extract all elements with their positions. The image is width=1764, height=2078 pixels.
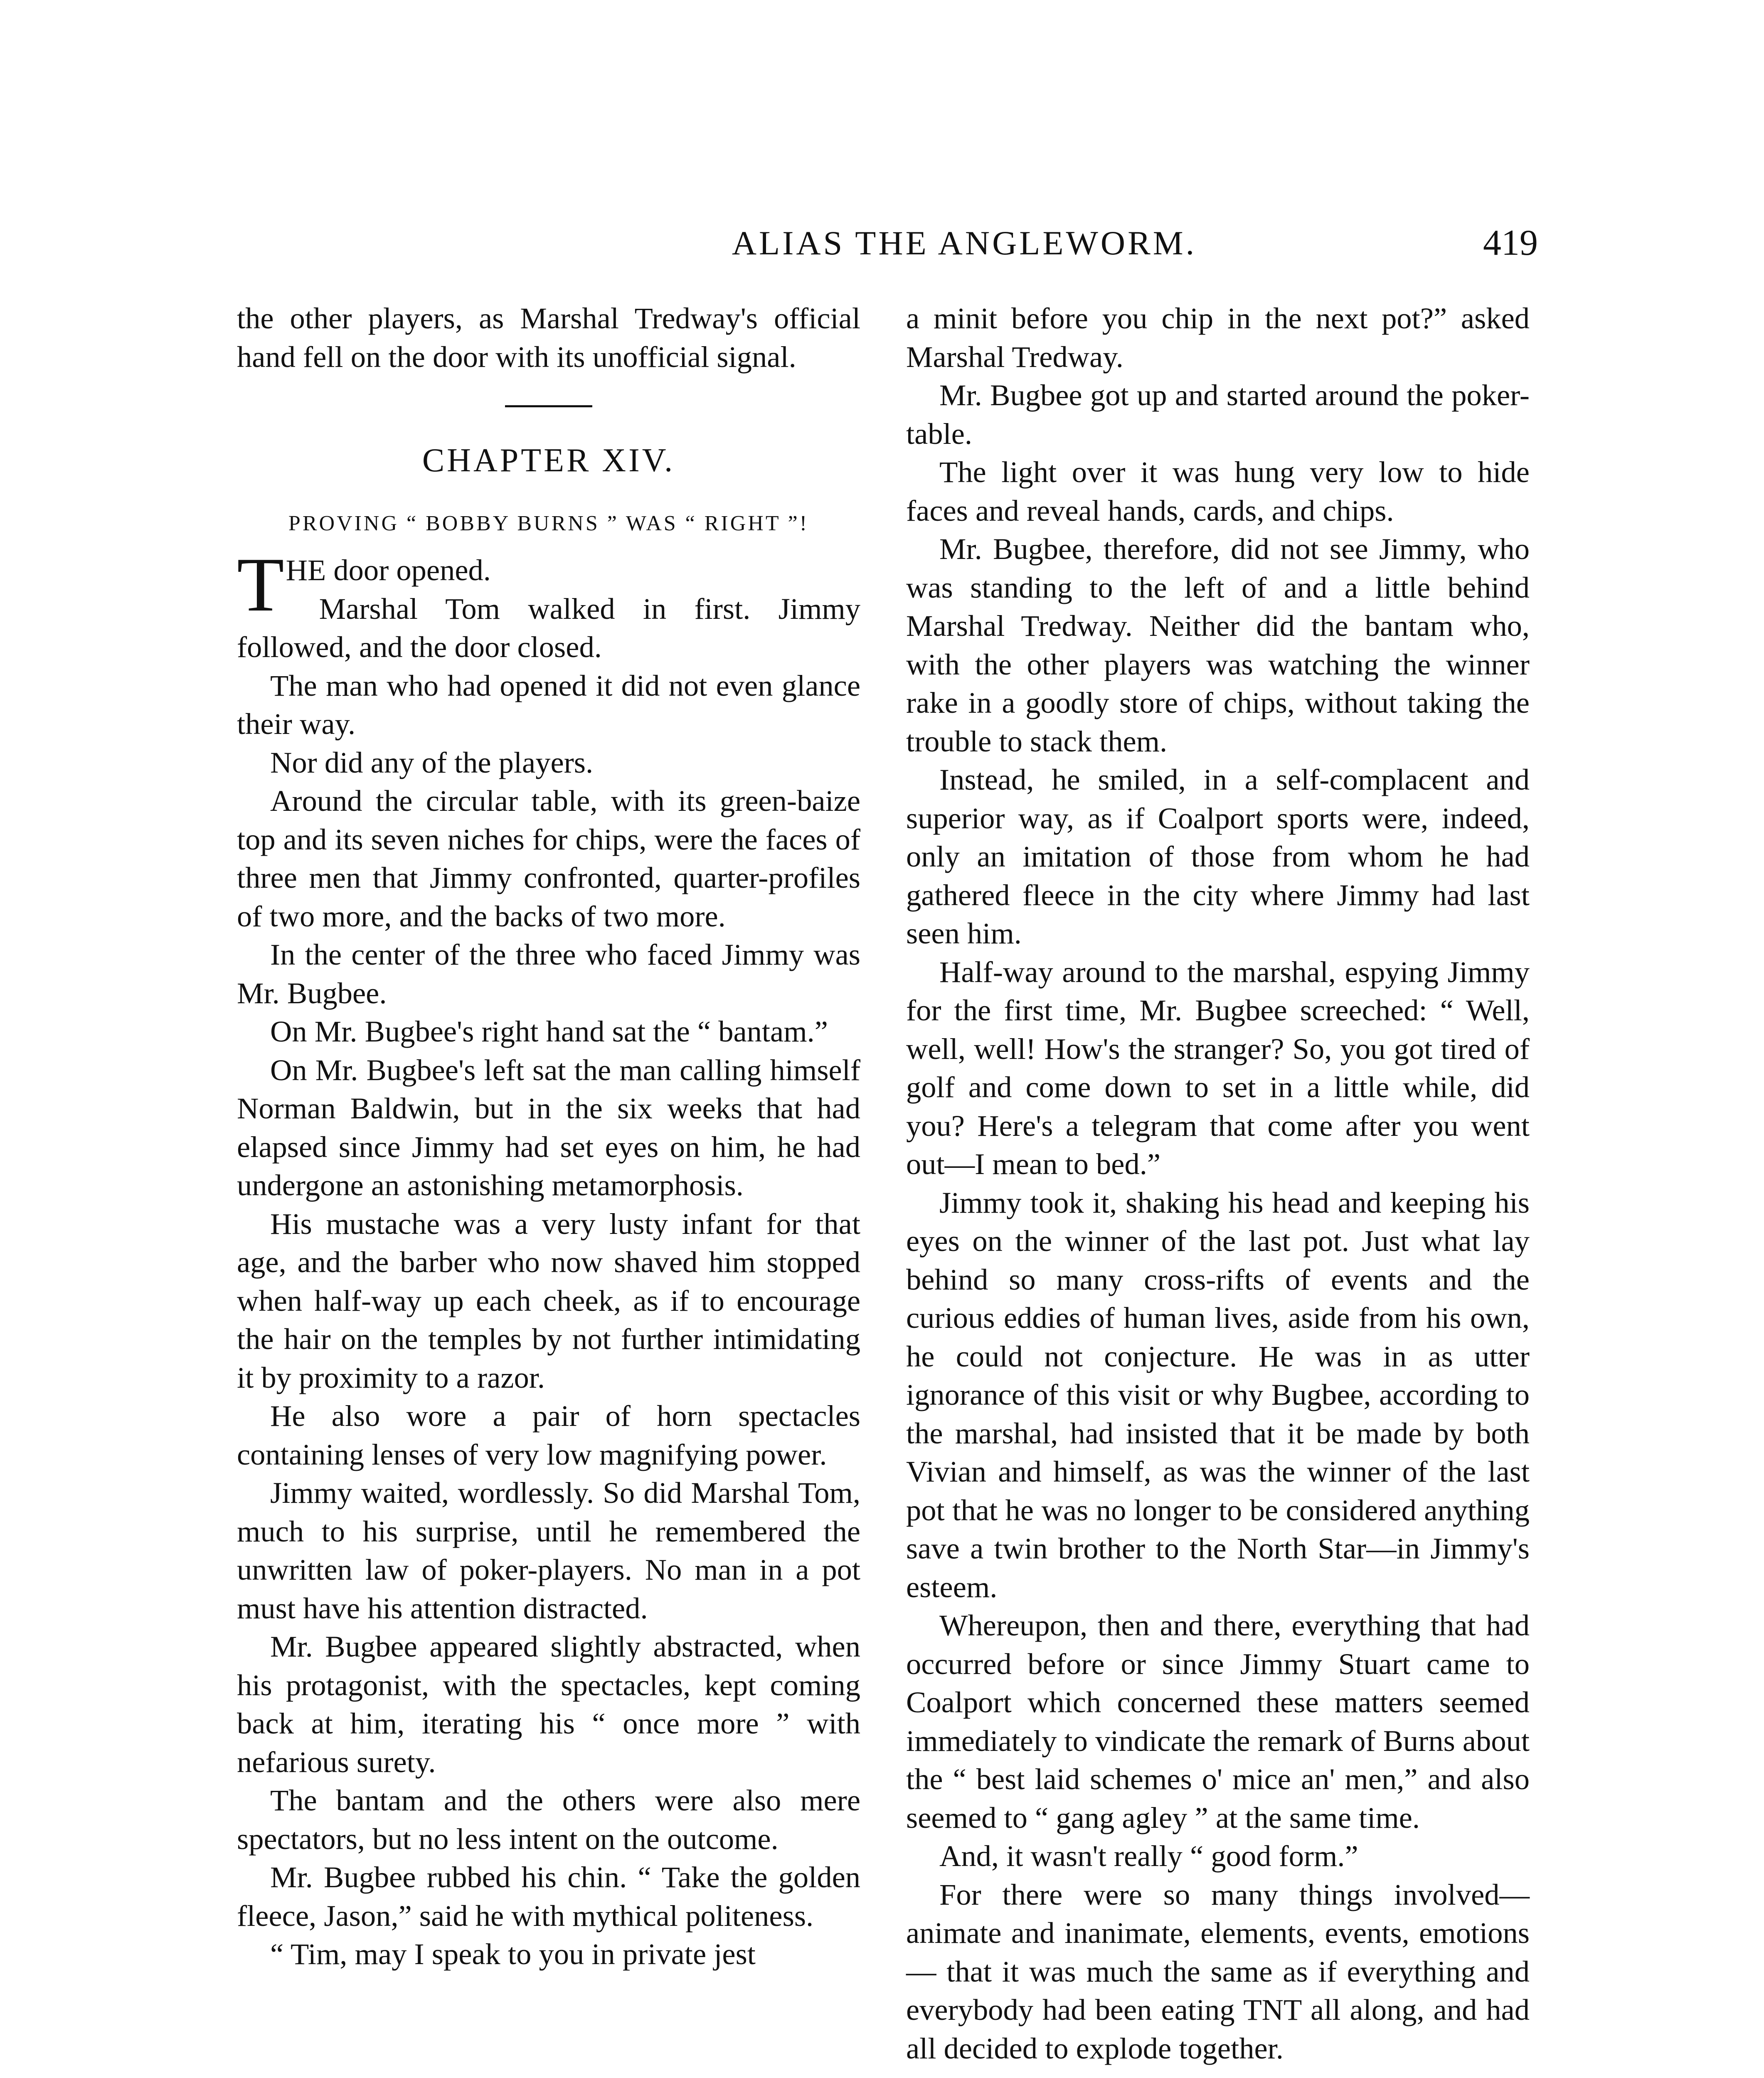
- paragraph: Instead, he smiled, in a self-complacent and superior way, as if Coalport sports were, indeed, only an imitation of those from whom he had gathered fleece in the city where Jimmy had last seen him.: [906, 763, 1530, 950]
- paragraph: “ Tim, may I speak to you in private jest: [270, 1937, 756, 1971]
- paragraph: On Mr. Bugbee's left sat the man calling himself Norman Baldwin, but in the six weeks that had elapsed since Jimmy had set eyes on him, he had undergone an astonishing metamorphosis.: [237, 1053, 860, 1202]
- paragraph: For there were so many things involved—animate and inanimate, elements, events, emotions — that it was much the same as if everything and everybody had been eating TNT all along, and had all decided to explode together.: [906, 1877, 1530, 2065]
- paragraph: Mr. Bugbee, therefore, did not see Jimmy, who was standing to the left of and a little behind Marshal Tredway. Neither did the bantam who, with the other players was watching the winner rake in a goodly store of chips, without taking the trouble to stack them.: [906, 532, 1530, 758]
- right-column: [906, 299, 1530, 2068]
- paragraph: Nor did any of the players.: [270, 745, 594, 779]
- paragraph: His mustache was a very lusty infant for that age, and the barber who now shaved him stopped when half-way up each cheek, as if to encourage the hair on the temples by not further intimidating it by proximity to a razor.: [237, 1206, 860, 1394]
- paragraph: On Mr. Bugbee's right hand sat the “ bantam.”: [270, 1014, 828, 1048]
- page-number: 419: [1483, 223, 1538, 263]
- paragraph: In the center of the three who faced Jimmy was Mr. Bugbee.: [237, 938, 860, 1010]
- running-head: ALIAS THE ANGLEWORM.: [732, 224, 1197, 262]
- paragraph: Whereupon, then and there, everything that had occurred before or since Jimmy Stuart came to Coalport which concerned these matters seemed immediately to vindicate the remark of Burns about the “ best laid schemes o' mice an' men,” and also seemed to “ gang agley ” at the same time.: [906, 1608, 1530, 1834]
- paragraph: Half-way around to the marshal, espying Jimmy for the first time, Mr. Bugbee screeched: “ Well, well, well! How's the stranger? So, you got tired of golf and come down to set in a little while, did you? Here's a telegram that come after you went out—I mean to bed.”: [906, 955, 1530, 1181]
- chapter-subtitle: PROVING “ BOBBY BURNS ” WAS “ RIGHT ”!: [288, 512, 809, 535]
- paragraph: Mr. Bugbee appeared slightly abstracted, when his protagonist, with the spectacles, kept coming back at him, iterating his “ once more ” with nefarious surety.: [237, 1630, 860, 1779]
- paragraph: Jimmy waited, wordlessly. So did Marshal Tom, much to his surprise, until he remembered the unwritten law of poker-players. No man in a pot must have his attention distracted.: [237, 1476, 860, 1625]
- drop-cap: T: [237, 542, 284, 628]
- left-column: [237, 299, 860, 1974]
- paragraph: the other players, as Marshal Tredway's official hand fell on the door with its unofficial signal.: [237, 301, 860, 374]
- paragraph: Mr. Bugbee got up and started around the poker-table.: [906, 378, 1530, 451]
- paragraph: He also wore a pair of horn spectacles containing lenses of very low magnifying power.: [237, 1399, 860, 1471]
- opening-text: HE door opened.: [286, 553, 491, 587]
- chapter-title: CHAPTER XIV.: [422, 442, 675, 479]
- paragraph: Mr. Bugbee rubbed his chin. “ Take the golden fleece, Jason,” said he with mythical politeness.: [237, 1860, 860, 1933]
- paragraph: The man who had opened it did not even glance their way.: [237, 668, 860, 741]
- paragraph: And, it wasn't really “ good form.”: [939, 1839, 1358, 1873]
- paragraph: a minit before you chip in the next pot?” asked Marshal Tredway.: [906, 301, 1530, 374]
- paragraph: The bantam and the others were also mere spectators, but no less intent on the outcome.: [237, 1783, 860, 1856]
- paragraph: The light over it was hung very low to hide faces and reveal hands, cards, and chips.: [906, 455, 1530, 527]
- paragraph: Around the circular table, with its green-baize top and its seven niches for chips, were the faces of three men that Jimmy confronted, quarter-profiles of two more, and the backs of two more.: [237, 784, 860, 933]
- section-divider: [505, 405, 592, 407]
- paragraph: Jimmy took it, shaking his head and keeping his eyes on the winner of the last pot. Just what lay behind so many cross-rifts of events and the curious eddies of human lives, aside from his own, he could not conjecture. He was in as utter ignorance of this visit or why Bugbee, according to the marshal, had insisted that it be made by both Vivian and himself, as was the winner of the last pot that he was no longer to be considered anything save a twin brother to the North Star—in Jimmy's esteem.: [906, 1185, 1530, 1604]
- paragraph: Marshal Tom walked in first. Jimmy followed, and the door closed.: [237, 591, 860, 664]
